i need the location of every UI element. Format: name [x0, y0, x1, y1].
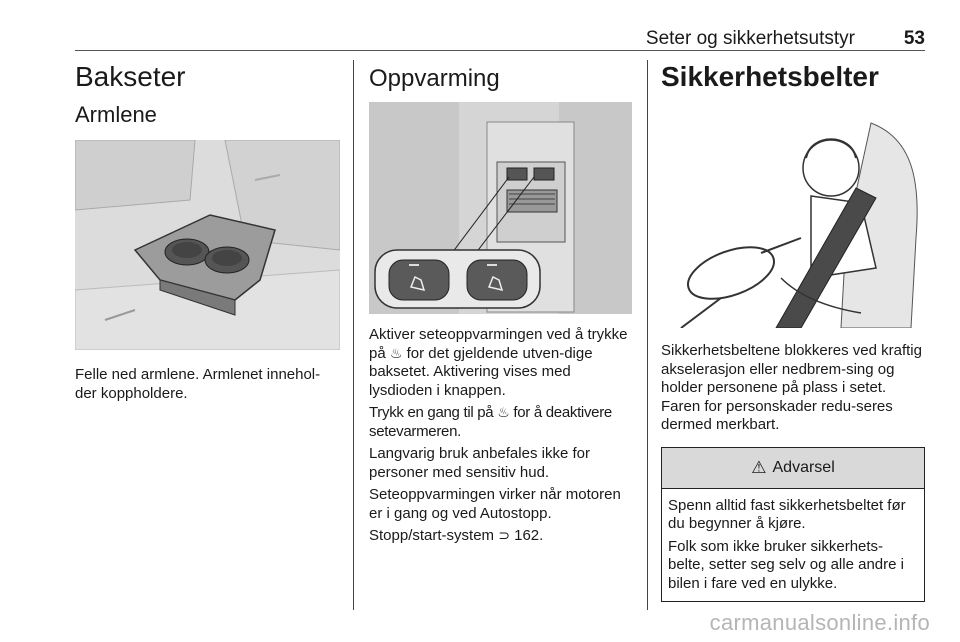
- paragraph-autostop: Seteoppvarmingen virker når motoren er i gang og ved Autostopp.: [369, 486, 621, 522]
- subheading-armlene: Armlene: [75, 102, 157, 127]
- warning-header: [662, 448, 924, 489]
- header-rule: [75, 50, 925, 51]
- column-bakseter: [75, 60, 340, 403]
- heading-bakseter: Bakseter: [75, 61, 186, 92]
- paragraph-deactivate: [369, 404, 633, 441]
- section-title: Seter og sikkerhetsutstyr: [645, 28, 855, 49]
- column-oppvarming: [369, 60, 633, 546]
- seatbelt-illustration: [661, 118, 925, 328]
- text-fragment: Trykk en gang til på: [369, 404, 494, 421]
- paragraph-activate: [369, 326, 633, 400]
- warning-paragraph-2: Folk som ikke bruker sikkerhets-belte, setter seg selv og alle andre i bilen i fare ved en ulykke.: [668, 537, 904, 592]
- oppvarming-body: [369, 326, 633, 546]
- seat-heating-illustration: [369, 102, 632, 314]
- warning-icon: ⚠: [751, 457, 767, 478]
- text-fragment: Stopp/start-system: [369, 527, 495, 544]
- text-fragment: for å deaktivere setevarmeren.: [369, 404, 612, 440]
- armrest-text: Felle ned armlene. Armlenet innehol-der koppholdere.: [75, 366, 321, 402]
- page-number: 53: [903, 28, 925, 49]
- warning-paragraph-1: Spenn alltid fast sikkerhetsbeltet før du begynner å kjøre.: [668, 496, 906, 532]
- text-fragment: Aktiver seteoppvarmingen ved å trykke på: [369, 326, 628, 362]
- column-divider: [353, 60, 354, 610]
- warning-title: Advarsel: [772, 458, 835, 476]
- armrest-drawing: [75, 140, 340, 350]
- seatbelt-text: Sikkerhetsbeltene blokkeres ved kraftig akselerasjon eller nedbrem-sing og holder personene på plass i setet. Faren for personskader redu-seres dermed merkbart.: [661, 342, 922, 433]
- seat-heating-icon: ♨: [497, 405, 510, 421]
- column-sikkerhetsbelter: [661, 60, 925, 602]
- watermark: carmanualsonline.info: [709, 610, 930, 635]
- page-reference-icon: ⊃: [498, 528, 510, 544]
- seat-heating-drawing: [369, 102, 632, 314]
- paragraph-crossref: [369, 527, 633, 546]
- page-header: [75, 28, 925, 52]
- heading-sikkerhetsbelter: Sikkerhetsbelter: [661, 61, 879, 92]
- warning-body: [662, 489, 924, 602]
- heading-oppvarming: Oppvarming: [369, 65, 500, 92]
- text-fragment: for det gjeldende utven-dige baksetet. Aktivering vises med lysdioden i knappen.: [369, 344, 593, 399]
- warning-box: [661, 447, 925, 603]
- page-reference-link[interactable]: 162.: [514, 527, 544, 544]
- paragraph-sensitive-skin: Langvarig bruk anbefales ikke for personer med sensitiv hud.: [369, 445, 590, 481]
- armrest-illustration: [75, 140, 340, 350]
- seatbelt-drawing: [661, 118, 925, 328]
- column-divider: [647, 60, 648, 610]
- seat-heating-icon: ♨: [389, 345, 403, 362]
